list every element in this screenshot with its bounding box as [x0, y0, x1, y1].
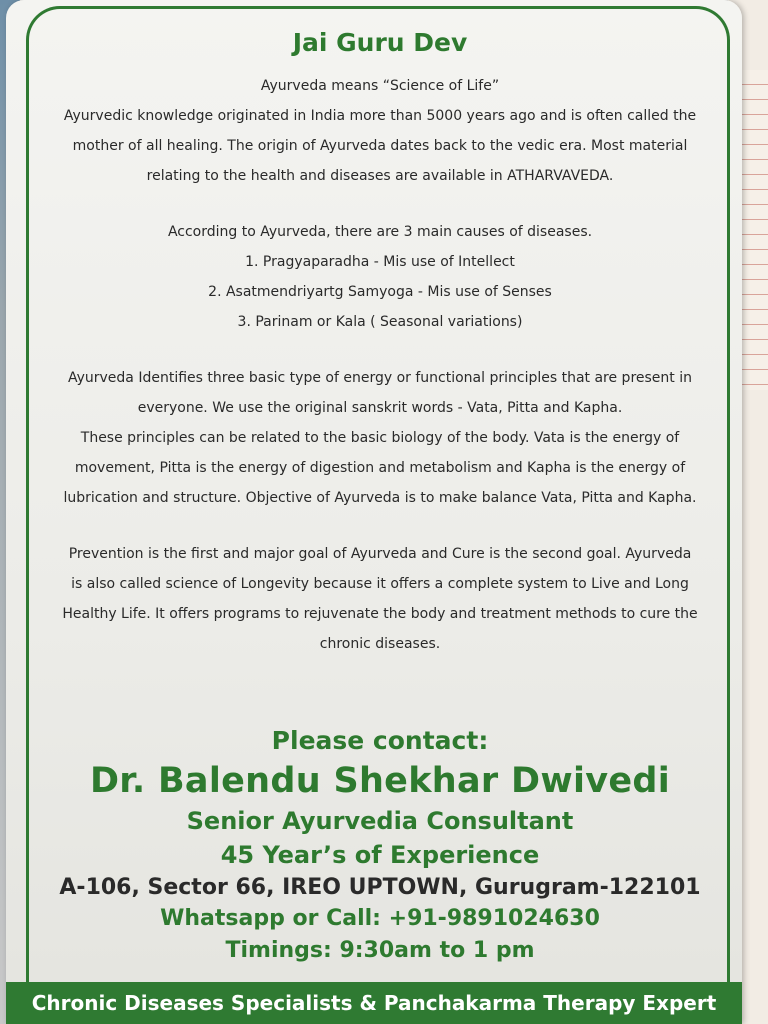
contact-heading: Please contact:: [271, 726, 489, 755]
energy-line: lubrication and structure. Objective of Ayurveda is to make balance Vata, Pitta and Kapha.: [63, 490, 697, 506]
energy-line: everyone. We use the original sanskrit words - Vata, Pitta and Kapha.: [137, 400, 623, 416]
cause-item: 1. Pragyaparadha - Mis use of Intellect: [245, 254, 515, 270]
energy-line: movement, Pitta is the energy of digestion and metabolism and Kapha is the energy of: [74, 460, 686, 476]
flyer-body: [40, 28, 720, 659]
intro-line: mother of all healing. The origin of Ayurveda dates back to the vedic era. Most material: [72, 138, 688, 154]
doctor-name: Dr. Balendu Shekhar Dwivedi: [89, 761, 671, 801]
cause-item: 2. Asatmendriyartg Samyoga - Mis use of Senses: [208, 284, 552, 300]
contact-phone: Whatsapp or Call: +91-9891024630: [160, 906, 600, 931]
intro-tagline: Ayurveda means “Science of Life”: [260, 78, 500, 94]
intro-line: relating to the health and diseases are available in ATHARVAVEDA.: [146, 168, 614, 184]
prevention-line: Prevention is the first and major goal of Ayurveda and Cure is the second goal. Ayurveda: [68, 546, 692, 562]
prevention-line: chronic diseases.: [319, 636, 441, 652]
prevention-line: is also called science of Longevity because it offers a complete system to Live and Long: [71, 576, 689, 592]
doctor-experience: 45 Year’s of Experience: [220, 841, 540, 869]
footer-banner: [6, 982, 742, 1024]
clinic-address: A-106, Sector 66, IREO UPTOWN, Gurugram-122101: [59, 875, 701, 900]
energy-line: These principles can be related to the basic biology of the body. Vata is the energy of: [80, 430, 680, 446]
causes-heading: According to Ayurveda, there are 3 main causes of diseases.: [167, 224, 593, 240]
prevention-line: Healthy Life. It offers programs to rejuvenate the body and treatment methods to cure the: [62, 606, 698, 622]
energy-line: Ayurveda Identifies three basic type of energy or functional principles that are present in: [67, 370, 692, 386]
page-title: Jai Guru Dev: [292, 28, 468, 57]
footer-text: Chronic Diseases Specialists & Panchakarma Therapy Expert: [31, 991, 717, 1015]
doctor-role: Senior Ayurvedia Consultant: [186, 807, 574, 835]
clinic-timings: Timings: 9:30am to 1 pm: [225, 938, 535, 963]
cause-item: 3. Parinam or Kala ( Seasonal variations): [237, 314, 523, 330]
adjacent-sheet: [738, 70, 768, 390]
intro-line: Ayurvedic knowledge originated in India more than 5000 years ago and is often called the: [63, 108, 697, 124]
contact-block: [40, 724, 720, 968]
